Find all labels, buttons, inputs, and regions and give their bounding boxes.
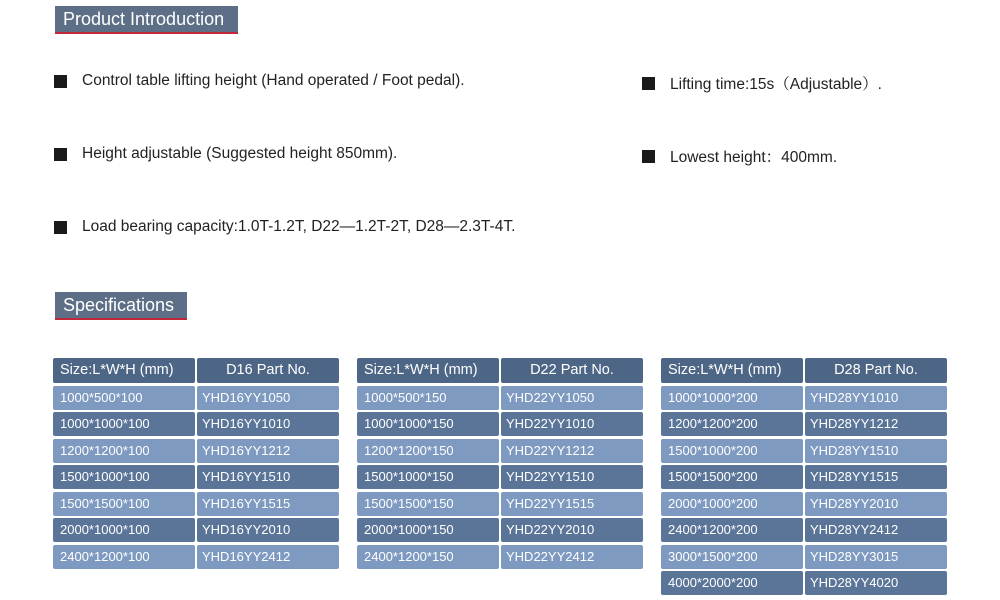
size-cell: 3000*1500*200 [661, 545, 803, 569]
part-no-cell: YHD22YY1010 [501, 412, 643, 436]
square-bullet-icon [642, 77, 655, 90]
table-row [661, 571, 947, 595]
square-bullet-icon [642, 150, 655, 163]
size-cell: 1200*1200*200 [661, 412, 803, 436]
table-row [53, 465, 339, 489]
size-cell: 1000*1000*100 [53, 412, 195, 436]
table-row [357, 465, 643, 489]
part-no-cell: YHD16YY1510 [197, 465, 339, 489]
size-cell: 1500*1000*200 [661, 439, 803, 463]
part-no-cell: YHD28YY4020 [805, 571, 947, 595]
part-no-cell: YHD22YY2010 [501, 518, 643, 542]
part-no-cell: YHD16YY1212 [197, 439, 339, 463]
part-no-cell: YHD28YY2010 [805, 492, 947, 516]
size-cell: 1500*1000*150 [357, 465, 499, 489]
spec-table-d16 [53, 358, 339, 571]
size-cell: 2000*1000*100 [53, 518, 195, 542]
square-bullet-icon [54, 221, 67, 234]
header-part-no: D16 Part No. [197, 358, 339, 383]
size-cell: 1200*1200*150 [357, 439, 499, 463]
table-row [661, 386, 947, 410]
feature-text: Lowest height：400mm. [670, 149, 838, 166]
spec-table-d22 [357, 358, 643, 571]
size-cell: 1000*500*100 [53, 386, 195, 410]
header-size: Size:L*W*H (mm) [53, 358, 195, 383]
feature-text: Height adjustable (Suggested height 850mm). [82, 145, 398, 162]
size-cell: 1000*1000*150 [357, 412, 499, 436]
part-no-cell: YHD22YY1050 [501, 386, 643, 410]
table-row [357, 492, 643, 516]
part-no-cell: YHD22YY1212 [501, 439, 643, 463]
size-cell: 1500*1500*150 [357, 492, 499, 516]
table-row [661, 465, 947, 489]
feature-item [54, 145, 397, 163]
part-no-cell: YHD28YY1212 [805, 412, 947, 436]
table-row [661, 439, 947, 463]
size-cell: 2400*1200*200 [661, 518, 803, 542]
feature-text: Load bearing capacity:1.0T-1.2T, D22—1.2T-2T, D28—2.3T-4T. [82, 218, 516, 235]
feature-item [642, 72, 882, 94]
table-header-row [357, 358, 643, 383]
part-no-cell: YHD28YY2412 [805, 518, 947, 542]
header-size: Size:L*W*H (mm) [661, 358, 803, 383]
part-no-cell: YHD28YY3015 [805, 545, 947, 569]
table-row [53, 386, 339, 410]
table-header-row [53, 358, 339, 383]
feature-item [642, 145, 837, 167]
feature-text: Control table lifting height (Hand operated / Foot pedal). [82, 72, 465, 89]
size-cell: 1500*1500*100 [53, 492, 195, 516]
square-bullet-icon [54, 148, 67, 161]
feature-text: Lifting time:15s（Adjustable）. [670, 76, 882, 93]
table-row [661, 545, 947, 569]
size-cell: 2400*1200*100 [53, 545, 195, 569]
spec-table-d28 [661, 358, 947, 598]
size-cell: 1500*1500*200 [661, 465, 803, 489]
part-no-cell: YHD16YY1515 [197, 492, 339, 516]
header-part-no: D22 Part No. [501, 358, 643, 383]
part-no-cell: YHD28YY1515 [805, 465, 947, 489]
size-cell: 2000*1000*200 [661, 492, 803, 516]
table-row [357, 545, 643, 569]
size-cell: 1000*1000*200 [661, 386, 803, 410]
table-row [661, 492, 947, 516]
table-row [53, 439, 339, 463]
square-bullet-icon [54, 75, 67, 88]
table-row [53, 545, 339, 569]
size-cell: 1000*500*150 [357, 386, 499, 410]
table-row [53, 518, 339, 542]
part-no-cell: YHD16YY2010 [197, 518, 339, 542]
table-header-row [661, 358, 947, 383]
feature-item [54, 218, 515, 236]
table-row [53, 492, 339, 516]
size-cell: 1500*1000*100 [53, 465, 195, 489]
header-part-no: D28 Part No. [805, 358, 947, 383]
part-no-cell: YHD16YY2412 [197, 545, 339, 569]
table-row [357, 439, 643, 463]
part-no-cell: YHD22YY1510 [501, 465, 643, 489]
table-row [357, 518, 643, 542]
table-row [661, 518, 947, 542]
table-row [357, 412, 643, 436]
header-size: Size:L*W*H (mm) [357, 358, 499, 383]
size-cell: 1200*1200*100 [53, 439, 195, 463]
part-no-cell: YHD22YY2412 [501, 545, 643, 569]
part-no-cell: YHD22YY1515 [501, 492, 643, 516]
size-cell: 2000*1000*150 [357, 518, 499, 542]
part-no-cell: YHD28YY1010 [805, 386, 947, 410]
part-no-cell: YHD16YY1050 [197, 386, 339, 410]
specifications-title: Specifications [55, 292, 187, 320]
table-row [661, 412, 947, 436]
part-no-cell: YHD16YY1010 [197, 412, 339, 436]
table-row [53, 412, 339, 436]
table-row [357, 386, 643, 410]
product-introduction-title: Product Introduction [55, 6, 238, 34]
feature-item [54, 72, 465, 90]
size-cell: 4000*2000*200 [661, 571, 803, 595]
size-cell: 2400*1200*150 [357, 545, 499, 569]
part-no-cell: YHD28YY1510 [805, 439, 947, 463]
